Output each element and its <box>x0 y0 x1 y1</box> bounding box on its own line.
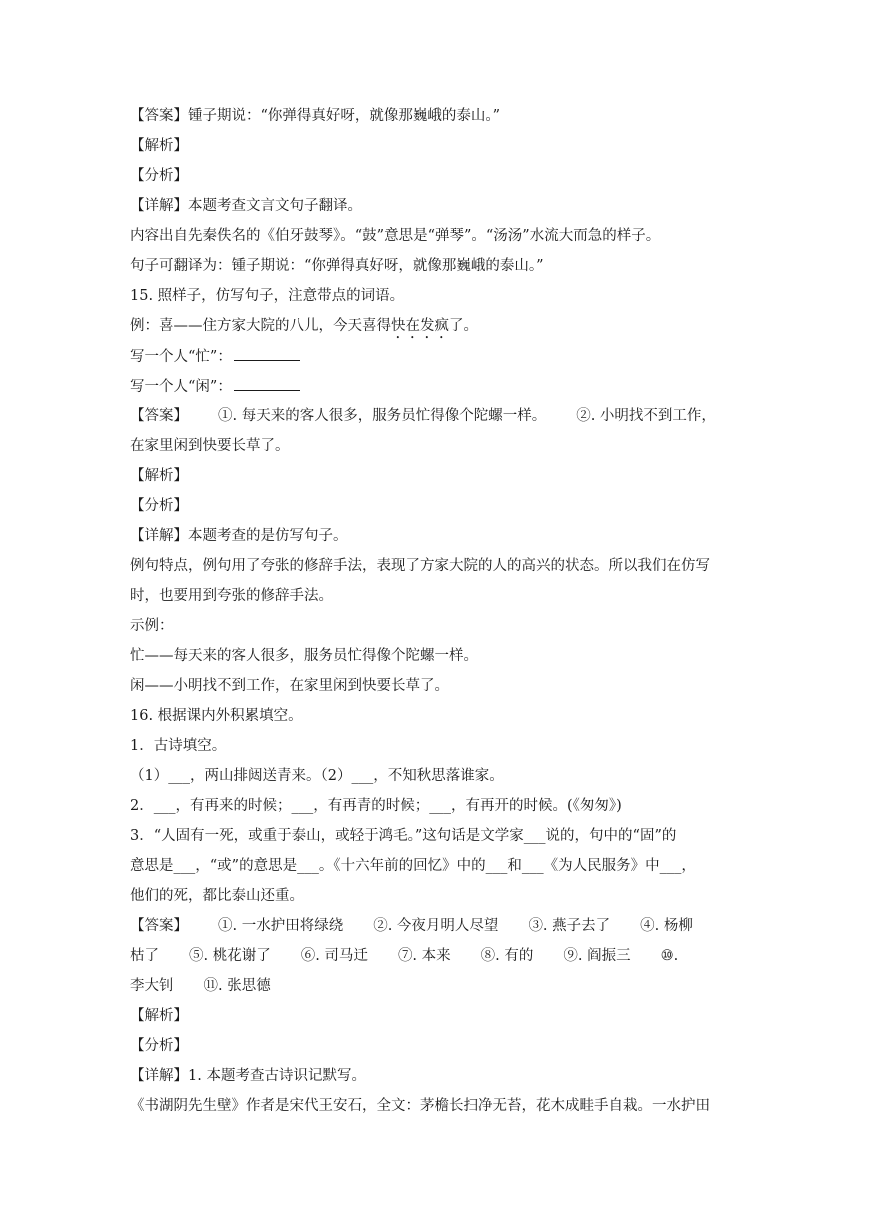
q15-answer-cont: 在家里闲到快要长草了。 <box>130 438 290 454</box>
detail-line: 【详解】本题考查的是仿写句子。 <box>130 528 348 544</box>
q16-answer-line-1 <box>130 916 693 936</box>
write-busy-blank <box>234 346 300 361</box>
analysis-heading: 【解析】 <box>130 138 188 154</box>
question-15: 15. 照样子，仿写句子，注意带点的词语。 <box>130 288 405 304</box>
text-line: 忙——每天来的客人很多，服务员忙得像个陀螺一样。 <box>130 648 478 664</box>
analysis-sub-heading: 【分析】 <box>130 168 188 184</box>
answer-item: ⑨. 阎振三 <box>563 948 631 964</box>
q15-answer-line <box>130 406 716 426</box>
analysis-heading: 【解析】 <box>130 468 188 484</box>
text-line: 时，也要用到夸张的修辞手法。 <box>130 588 333 604</box>
q16-answer-line-3 <box>130 976 271 996</box>
answer-item: 枯了 <box>130 948 159 964</box>
text-line: 例句特点，例句用了夸张的修辞手法，表现了方家大院的人的高兴的状态。所以我们在仿写 <box>130 558 710 574</box>
text-line: 2．___，有再来的时候；___，有再青的时候；___，有再开的时候。(《匆匆》) <box>130 798 622 814</box>
answer-line: 【答案】锺子期说：“你弹得真好呀，就像那巍峨的泰山。” <box>130 108 501 124</box>
text-line: 闲——小明找不到工作，在家里闲到快要长草了。 <box>130 678 449 694</box>
write-busy-label: 写一个人“忙”： <box>130 349 232 365</box>
answer-item: ①. 每天来的客人很多，服务员忙得像个陀螺一样。 <box>218 408 547 424</box>
answer-item: ②. 今夜月明人尽望 <box>373 918 499 934</box>
text-line: 意思是___，“或”的意思是___。《十六年前的回忆》中的___和___《为人民服务》中___， <box>130 858 696 874</box>
answer-item: ④. 杨柳 <box>640 918 693 934</box>
text-line: 示例： <box>130 618 174 634</box>
text-line: 他们的死，都比泰山还重。 <box>130 888 304 904</box>
answer-item: ⑧. 有的 <box>480 948 534 964</box>
write-idle-label: 写一个人“闲”： <box>130 379 232 395</box>
detail-line: 【详解】1. 本题考查古诗识记默写。 <box>130 1068 366 1084</box>
text-line: （1）___，两山排闼送青来。（2）___，不知秋思落谁家。 <box>130 768 504 784</box>
text-line: 内容出自先秦佚名的《伯牙鼓琴》。“鼓”意思是“弹琴”。“汤汤”水流大而急的样子。 <box>130 228 661 244</box>
example-sentence <box>130 316 478 342</box>
question-16: 16. 根据课内外积累填空。 <box>130 708 303 724</box>
write-idle-line <box>130 376 300 397</box>
answer-item: ③. 燕子去了 <box>528 918 611 934</box>
example-dotted-words: 快在发疯 <box>391 318 449 334</box>
answer-label: 【答案】 <box>130 918 188 934</box>
write-idle-blank <box>234 376 300 391</box>
answer-item: ⑥. 司马迁 <box>300 948 368 964</box>
answer-item: ⑪. 张思德 <box>203 978 271 994</box>
detail-line: 【详解】本题考查文言文句子翻译。 <box>130 198 362 214</box>
answer-item: ⑤. 桃花谢了 <box>189 948 271 964</box>
text-line: 《书湖阴先生壁》作者是宋代王安石，全文：茅檐长扫净无苔，花木成畦手自栽。一水护田 <box>130 1098 710 1114</box>
answer-item: ②. 小明找不到工作， <box>576 408 716 424</box>
analysis-heading: 【解析】 <box>130 1008 188 1024</box>
example-prefix: 例：喜——住方家大院的八儿，今天喜得 <box>130 318 391 334</box>
answer-item: 李大钊 <box>130 978 174 994</box>
answer-label: 【答案】 <box>130 408 188 424</box>
text-line: 1．古诗填空。 <box>130 738 227 754</box>
text-line: 3．“人固有一死，或重于泰山，或轻于鸿毛。”这句话是文学家___说的，句中的“固”的 <box>130 828 677 844</box>
analysis-sub-heading: 【分析】 <box>130 498 188 514</box>
write-busy-line <box>130 346 300 367</box>
q16-answer-line-2 <box>130 946 678 966</box>
answer-item: ⑩. <box>660 948 679 964</box>
example-suffix: 了。 <box>449 318 478 334</box>
text-line: 句子可翻译为：锺子期说：“你弹得真好呀，就像那巍峨的泰山。” <box>130 258 544 274</box>
answer-item: ①. 一水护田将绿绕 <box>218 918 344 934</box>
answer-item: ⑦. 本来 <box>397 948 451 964</box>
analysis-sub-heading: 【分析】 <box>130 1038 188 1054</box>
